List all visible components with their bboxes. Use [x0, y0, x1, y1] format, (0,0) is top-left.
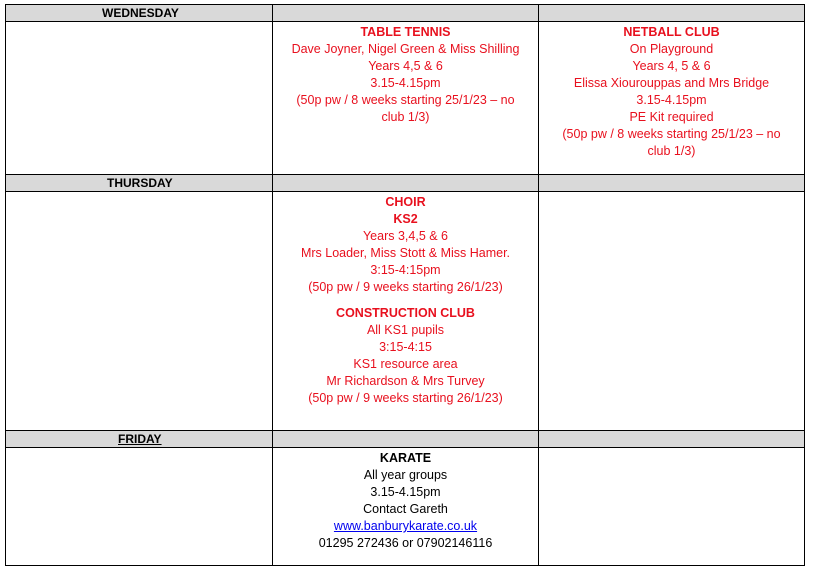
thursday-header-row [6, 175, 805, 192]
header-empty-cell [273, 175, 539, 192]
netball-club-line: Years 4, 5 & 6 [632, 59, 711, 73]
wednesday-header-cell [6, 5, 273, 22]
wednesday-header-row [6, 5, 805, 22]
friday-row [6, 448, 805, 566]
construction-club-line: All KS1 pupils [366, 323, 445, 337]
construction-club-line: KS1 resource area [353, 357, 458, 371]
karate-cell [273, 448, 539, 566]
empty-cell [6, 22, 273, 175]
thursday-header-cell [6, 175, 273, 192]
wednesday-row [6, 22, 805, 175]
construction-club-line: Mr Richardson & Mrs Turvey [326, 374, 485, 388]
header-empty-cell [273, 5, 539, 22]
table-tennis-line: 3.15-4.15pm [370, 76, 441, 90]
table-tennis-cell [273, 22, 539, 175]
netball-club-line: On Playground [629, 42, 714, 56]
netball-club-line: club 1/3) [647, 144, 696, 158]
choir-line: Years 3,4,5 & 6 [362, 229, 449, 243]
empty-cell [539, 448, 805, 566]
netball-club-line: Elissa Xiourouppas and Mrs Bridge [573, 76, 770, 90]
table-tennis-line: club 1/3) [381, 110, 430, 124]
clubs-timetable [5, 4, 805, 566]
wednesday-label: WEDNESDAY [102, 6, 179, 20]
netball-club-cell [539, 22, 805, 175]
karate-phone: 01295 272436 or 07902146116 [318, 536, 493, 550]
karate-website-link[interactable]: www.banburykarate.co.uk [333, 519, 478, 533]
header-empty-cell [539, 175, 805, 192]
construction-club-line: 3:15-4:15 [379, 340, 432, 354]
header-empty-cell [539, 431, 805, 448]
netball-club-line: PE Kit required [629, 110, 714, 124]
table-tennis-line: Dave Joyner, Nigel Green & Miss Shilling [291, 42, 520, 56]
table-tennis-line: (50p pw / 8 weeks starting 25/1/23 – no [296, 93, 515, 107]
empty-cell [539, 192, 805, 431]
header-empty-cell [273, 431, 539, 448]
choir-line: (50p pw / 9 weeks starting 26/1/23) [308, 280, 503, 294]
empty-cell [6, 448, 273, 566]
choir-subtitle: KS2 [393, 212, 418, 226]
choir-title: CHOIR [385, 195, 426, 209]
choir-construction-cell [273, 192, 539, 431]
spacer [273, 296, 538, 305]
table-tennis-line: Years 4,5 & 6 [368, 59, 443, 73]
friday-label: FRIDAY [118, 432, 162, 446]
karate-line: All year groups [363, 468, 448, 482]
thursday-label: THURSDAY [107, 176, 173, 190]
construction-club-title: CONSTRUCTION CLUB [336, 306, 475, 320]
karate-line: 3.15-4.15pm [370, 485, 441, 499]
choir-line: 3:15-4:15pm [370, 263, 441, 277]
empty-cell [6, 192, 273, 431]
thursday-row [6, 192, 805, 431]
friday-header-row [6, 431, 805, 448]
karate-line: Contact Gareth [363, 502, 448, 516]
choir-line: Mrs Loader, Miss Stott & Miss Hamer. [300, 246, 511, 260]
netball-club-line: 3.15-4.15pm [636, 93, 707, 107]
netball-club-title: NETBALL CLUB [623, 25, 720, 39]
header-empty-cell [539, 5, 805, 22]
netball-club-line: (50p pw / 8 weeks starting 25/1/23 – no [562, 127, 781, 141]
friday-header-cell [6, 431, 273, 448]
construction-club-line: (50p pw / 9 weeks starting 26/1/23) [308, 391, 503, 405]
table-tennis-title: TABLE TENNIS [360, 25, 451, 39]
karate-title: KARATE [379, 451, 432, 465]
